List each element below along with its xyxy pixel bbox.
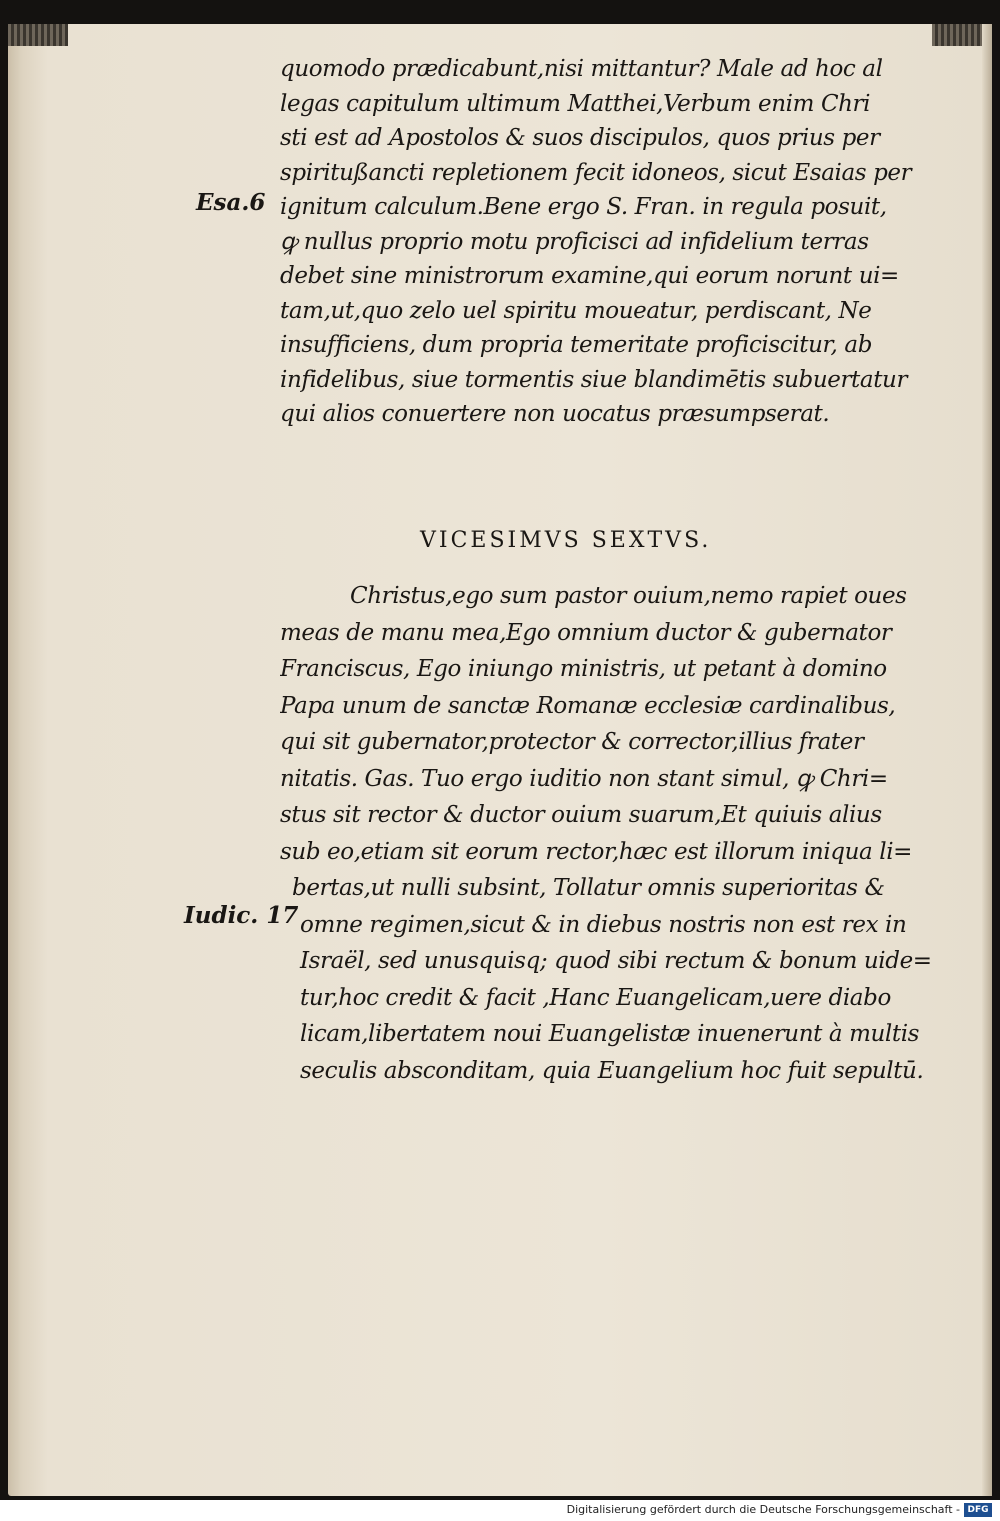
- chapter-heading: VICESIMVS SEXTVS.: [420, 528, 712, 553]
- text-line: omne regimen,sicut & in diebus nostris non est rex in: [300, 911, 907, 938]
- page-edge: [982, 24, 992, 1496]
- text-block-bottom: [280, 578, 952, 1089]
- text-line: sti est ad Apostolos & suos discipulos, quos prius per: [280, 125, 880, 151]
- text-line: tur,hoc credit & facit ,Hanc Euangelicam,uere diabo: [300, 984, 891, 1011]
- text-line: tam,ut,quo zelo uel spiritu moueatur, perdiscant, Ne: [280, 297, 872, 324]
- text-line: legas capitulum ultimum Matthei,Verbum enim Chri: [280, 90, 871, 117]
- text-line: insufficiens, dum propria temeritate proficiscitur, ab: [280, 332, 873, 358]
- binding-clip-left: [8, 24, 68, 46]
- dfg-logo: DFG: [964, 1503, 992, 1517]
- text-block-top: [280, 52, 952, 432]
- text-line: ꝙ nullus proprio motu proficisci ad infidelium terras: [280, 228, 869, 255]
- text-line: quomodo prædicabunt,nisi mittantur? Male ad hoc al: [280, 56, 883, 82]
- text-line: nitatis. Gas. Tuo ergo iuditio non stant simul, ꝙ Chri=: [280, 765, 888, 792]
- text-line: Franciscus, Ego iniungo ministris, ut petant à domino: [280, 656, 887, 682]
- text-line: Christus,ego sum pastor ouium,nemo rapiet oues: [350, 583, 907, 609]
- margin-note-esa: Esa.6: [196, 189, 266, 216]
- text-line: sub eo,etiam sit eorum rector,hæc est illorum iniqua li=: [280, 838, 913, 865]
- text-line: Papa unum de sanctæ Romanæ ecclesiæ cardinalibus,: [280, 692, 896, 719]
- text-line: qui alios conuertere non uocatus præsumpserat.: [280, 401, 830, 427]
- text-line: ignitum calculum.Bene ergo S. Fran. in regula posuit,: [280, 194, 887, 220]
- text-line: debet sine ministrorum examine,qui eorum norunt ui=: [280, 263, 899, 289]
- funding-credit: Digitalisierung gefördert durch die Deutsche Forschungsgemeinschaft -: [566, 1503, 960, 1516]
- text-line: seculis absconditam, quia Euangelium hoc fuit sepultū.: [300, 1057, 924, 1084]
- text-line: infidelibus, siue tormentis siue blandimētis subuertatur: [280, 366, 908, 393]
- footer-bar: [0, 1500, 1000, 1521]
- text-line: bertas,ut nulli subsint, Tollatur omnis superioritas &: [292, 875, 885, 901]
- margin-note-iudic: Iudic. 17: [184, 902, 299, 929]
- text-line: meas de manu mea,Ego omnium ductor & gubernator: [280, 619, 892, 646]
- text-line: spiritußancti repletionem fecit idoneos, sicut Esaias per: [280, 159, 912, 186]
- text-line: qui sit gubernator,protector & corrector,illius frater: [280, 729, 864, 755]
- text-line: stus sit rector & ductor ouium suarum,Et quiuis alius: [280, 802, 882, 828]
- text-line: Israël, sed unusquisq; quod sibi rectum & bonum uide=: [300, 948, 932, 974]
- text-line: licam,libertatem noui Euangelistæ inuenerunt à multis: [300, 1021, 920, 1047]
